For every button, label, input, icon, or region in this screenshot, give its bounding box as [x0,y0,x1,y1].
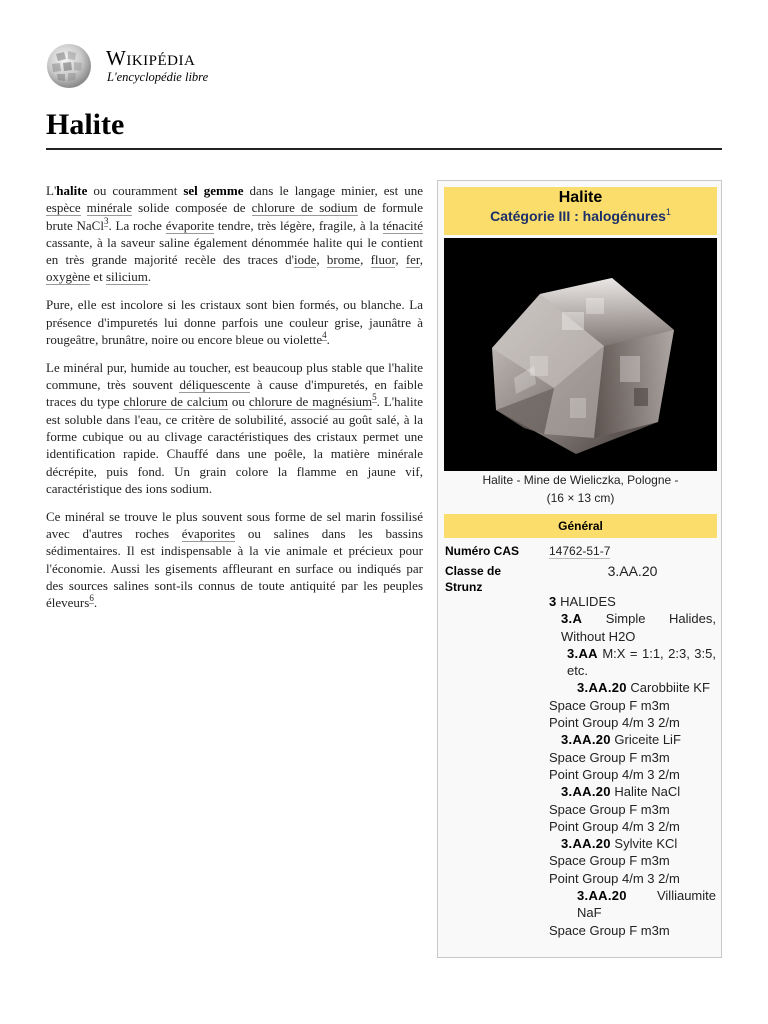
text-run: cassante, à la saveur saline également dénommée halite qui le contient en très grande majorité recèle des traces d' [46,234,423,268]
site-tagline: L'encyclopédie libre [107,70,209,84]
text-run: . [147,269,152,285]
article-link[interactable]: iode [293,252,317,268]
text-run: Pure, elle est incolore si les cristaux sont bien formés, ou blanche. La présence d'impuretés lui donne parfois une couleur grise, jaunâtre à rougeâtre, brunâtre, noire ou encore bleue ou violette [46,297,423,347]
article-link[interactable]: espèce [46,200,81,216]
text-run: . La roche [108,217,166,233]
strunz-line-text: Space Group F m3m [549,853,670,869]
strunz-line [549,870,716,887]
cas-label: Numéro CAS [445,544,520,558]
strunz-line-code: 3.AA [567,645,598,661]
text-run: et [90,269,106,285]
text-run: dans le langage minier, est une [243,183,423,198]
article-link[interactable]: minérale [86,200,133,216]
mineral-infobox [437,180,722,958]
reference-link[interactable]: 5 [372,392,377,403]
reference-link[interactable]: 4 [322,329,327,340]
cas-row [445,543,519,559]
strunz-line-text: Space Group F m3m [549,749,670,765]
strunz-line-code: 3.AA.20 [561,732,611,748]
text-run: de formule brute NaCl [46,200,423,233]
caption-line-1: Halite - Mine de Wieliczka, Pologne - [482,473,679,487]
article-link[interactable]: oxygène [46,269,91,285]
strunz-line-code: 3.A [561,611,583,627]
infobox-category[interactable] [444,208,717,224]
reference-link[interactable]: 3 [103,215,109,226]
paragraph-1 [46,182,423,286]
strunz-line-text: Space Group F m3m [549,801,670,817]
strunz-line-code: 3.AA.20 [577,888,627,904]
strunz-line [549,818,716,835]
strunz-line [549,887,716,922]
strunz-line-text: Simple Halides, Without H2O [561,611,716,644]
strunz-line [549,645,716,680]
strunz-label: Classe de Strunz [445,564,502,594]
strunz-line-text: M:X = 1:1, 2:3, 3:5, etc. [567,645,716,679]
strunz-line-text: HALIDES [560,594,616,609]
article-link[interactable]: chlorure de magnésium [248,394,373,410]
text-run: , [419,252,423,268]
strunz-line-text: Point Group 4/m 3 2/m [549,766,680,782]
text-run: à cause d'impuretés, en faible traces du type [46,377,424,410]
strunz-line-text: Point Group 4/m 3 2/m [549,715,680,731]
strunz-line [549,852,716,869]
text-run [81,200,87,215]
infobox-category-label[interactable]: Catégorie III : halogénures [490,208,666,224]
paragraph-2 [46,296,423,348]
article-link[interactable]: fluor [370,252,396,268]
section-general: Général [444,514,717,538]
article-link[interactable]: chlorure de sodium [251,200,358,216]
strunz-line-code: 3.AA.20 [561,836,611,852]
cas-value-cell [549,543,610,559]
text-run: . [93,595,98,611]
strunz-classification-list [549,593,716,939]
text-run: Ce minéral se trouve le plus souvent sous forme de sel marin fossilisé avec d'autres roches [46,508,423,542]
text-run: , [360,252,371,268]
paragraph-3 [46,359,423,497]
text-run: ou couramment [87,183,184,198]
strunz-line-text: Sylvite KCl [614,836,678,852]
cas-number-link[interactable]: 14762-51-7 [549,544,611,558]
infobox-header [444,187,717,235]
article-link[interactable]: évaporite [165,217,215,233]
halite-crystal-image [444,238,717,471]
strunz-line [549,783,716,800]
halite-crystal-photo[interactable] [444,238,717,471]
strunz-line-text: Space Group F m3m [549,697,670,713]
article-link[interactable]: brome [326,252,361,268]
strunz-line-code: 3 [549,594,557,609]
strunz-line [549,801,716,818]
site-name[interactable]: Wikipédia [106,46,196,70]
caption-line-2: (16 × 13 cm) [546,491,615,505]
strunz-line [549,697,716,714]
strunz-line-text: Carobbiite KF [630,680,710,696]
text-run: tendre, très légère, fragile, à la [214,217,383,233]
text-run: , [395,252,406,268]
page-title: Halite [46,108,125,141]
text-run: Le minéral pur, humide au toucher, est beaucoup plus stable que l'halite commune, très souvent [46,359,423,393]
strunz-line [549,679,716,696]
article-link[interactable]: silicium [105,269,148,285]
article-link[interactable]: ténacité [382,217,424,233]
wikipedia-globe-icon[interactable] [44,42,96,90]
text-run: , [316,252,327,268]
text-run: ou [228,394,249,410]
text-run: . L'halite est soluble dans l'eau, ce critère de solubilité, associé au goût salé, à la forme cubique ou au clivage caractéristiques des cristaux permet une identification rapide. Chauffé dans une poêle, la matière minérale décrépite, puis fond. Un grain colore la flamme en jaune vif, caractéristique des ions sodium. [46,394,423,496]
strunz-line [549,766,716,783]
bold-term: halite [56,183,88,198]
strunz-code-cell [549,563,716,579]
strunz-line [549,610,716,645]
strunz-row [445,563,537,595]
photo-caption [444,471,717,507]
strunz-code: 3.AA.20 [607,563,658,579]
strunz-line [549,731,716,748]
article-link[interactable]: évaporites [181,526,236,542]
strunz-line [549,835,716,852]
category-reference[interactable]: 1 [665,207,671,217]
strunz-line [549,714,716,731]
strunz-line-text: Point Group 4/m 3 2/m [549,870,680,886]
text-run: ou salines dans les bassins sédimentaires. Il est indispensable à la vie animale et précieux pour l'économie. Aussi les gisements affleurant en surface ou indiqués par des sources salines sont-ils connus de toute antiquité par les peuples éleveurs [46,526,423,611]
infobox-title: Halite [558,189,603,206]
paragraph-4 [46,508,423,612]
text-run: solide composée de [132,200,252,216]
article-link[interactable]: chlorure de calcium [123,394,228,410]
strunz-line [549,593,716,610]
title-divider [46,148,722,150]
strunz-line-text: Space Group F m3m [549,922,670,938]
strunz-line-text: Point Group 4/m 3 2/m [549,818,680,834]
strunz-line [549,922,716,939]
strunz-line-code: 3.AA.20 [577,680,627,696]
text-run: . [326,331,330,347]
strunz-line [549,749,716,766]
strunz-line-text: Halite NaCl [614,784,681,800]
strunz-line-text: Griceite LiF [614,732,681,748]
bold-term: sel gemme [183,183,244,198]
article-body [46,182,423,622]
strunz-line-text: Villiaumite NaF [577,888,716,921]
text-run: L' [46,183,57,198]
reference-link[interactable]: 6 [89,593,94,604]
strunz-line-code: 3.AA.20 [561,784,611,800]
site-header [44,40,244,90]
article-link[interactable]: déliquescente [179,377,251,393]
article-link[interactable]: fer [405,252,420,268]
